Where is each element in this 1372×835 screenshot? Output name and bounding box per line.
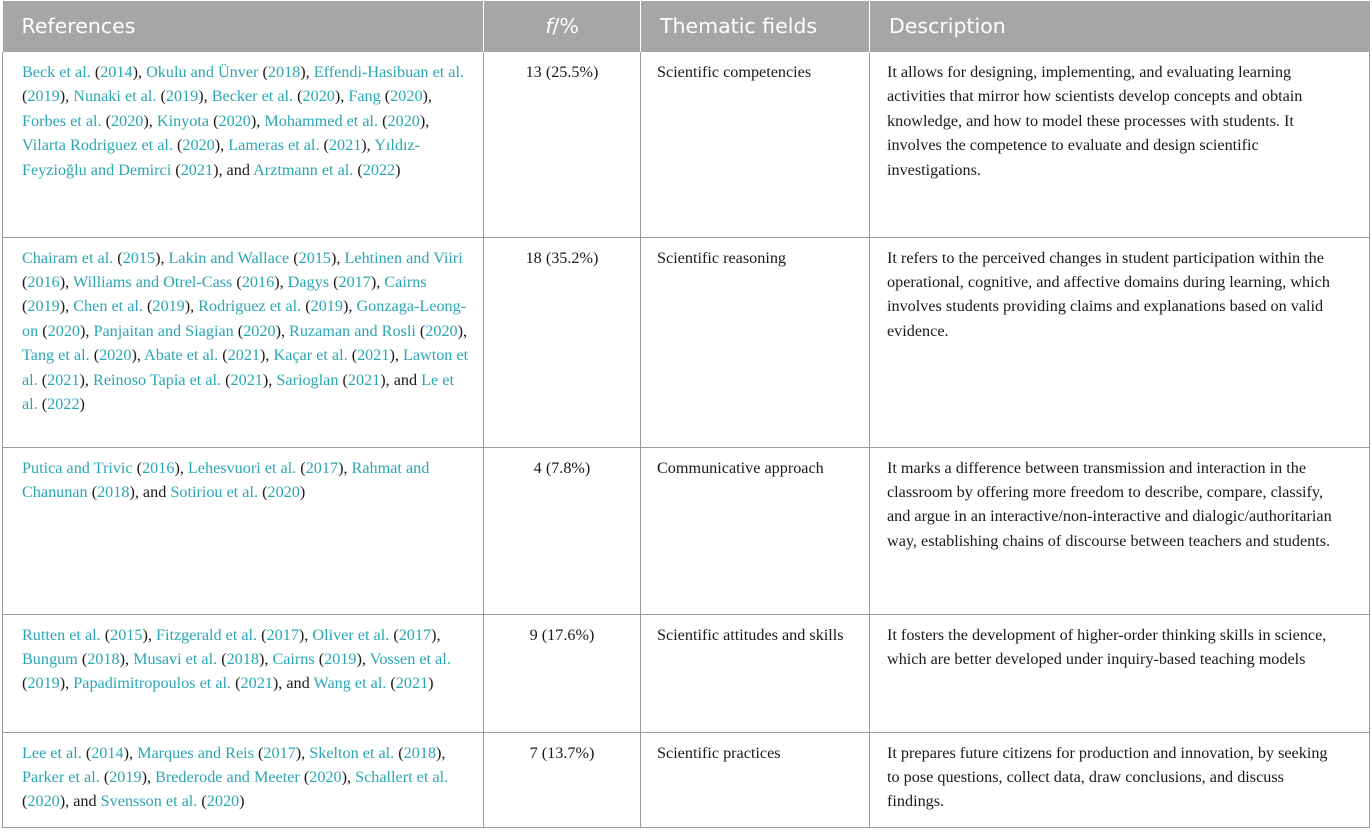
citation-link[interactable]: Oliver et al. bbox=[312, 625, 390, 644]
citation-separator: ), bbox=[123, 743, 138, 762]
thematic-field-cell: Scientific competencies bbox=[641, 52, 870, 237]
citation-separator: ), bbox=[331, 248, 345, 267]
header-thematic-fields: Thematic fields bbox=[641, 1, 870, 52]
citation-year-link[interactable]: 2019 bbox=[27, 87, 60, 106]
citation-separator: ( bbox=[171, 160, 181, 179]
references-cell bbox=[3, 614, 484, 732]
header-description: Description bbox=[870, 1, 1370, 52]
citation-separator: ( bbox=[87, 482, 98, 501]
citation-separator: ( bbox=[209, 111, 219, 130]
citation-year-link[interactable]: 2020 bbox=[387, 111, 420, 130]
citation-separator: ( bbox=[319, 136, 329, 155]
citation-separator: ), and bbox=[272, 674, 314, 693]
citation-separator: ( bbox=[289, 248, 299, 267]
citation-link[interactable]: Parker et al. bbox=[22, 767, 100, 786]
citation-link[interactable]: Ruzaman and Rosli bbox=[289, 321, 416, 340]
header-references: References bbox=[3, 1, 484, 52]
frequency-cell: 4 (7.8%) bbox=[484, 447, 641, 614]
citation-link[interactable]: Arztmann et al. bbox=[253, 160, 354, 179]
citation-year-link[interactable]: 2017 bbox=[338, 272, 371, 291]
citation-separator: ), bbox=[341, 767, 356, 786]
citation-separator: ( bbox=[258, 482, 268, 501]
citation-separator: ), bbox=[274, 272, 288, 291]
citation-link[interactable]: Becker et al. bbox=[211, 87, 294, 106]
citation-year-link[interactable]: 2019 bbox=[310, 297, 343, 316]
table-row bbox=[3, 614, 1370, 732]
citation-separator: ), bbox=[338, 458, 352, 477]
table-row bbox=[3, 732, 1370, 827]
citation-year-link[interactable]: 2021 bbox=[230, 370, 263, 389]
citation-separator: ( bbox=[314, 649, 325, 668]
citation-link[interactable]: Wang et al. bbox=[313, 674, 387, 693]
citation-separator: ( bbox=[394, 743, 404, 762]
citation-separator: ( bbox=[221, 370, 231, 389]
citation-link[interactable]: Effendi-Hasibuan et al. bbox=[313, 63, 465, 81]
citation-year-link[interactable]: 2019 bbox=[165, 87, 199, 106]
citation-link[interactable]: Skelton et al. bbox=[309, 743, 395, 762]
citation-link[interactable]: Lehesvuori et al. bbox=[187, 458, 297, 477]
citation-separator: ( bbox=[299, 767, 310, 786]
citation-separator: ( bbox=[353, 160, 363, 179]
citation-separator: ( bbox=[172, 136, 183, 155]
citation-year-link[interactable]: 2017 bbox=[263, 743, 296, 762]
description-cell: It fosters the development of higher-order thinking skills in science, which are better developed under inquiry-based teaching models bbox=[870, 614, 1370, 732]
citation-link[interactable]: Panjaitan and Siagian bbox=[93, 321, 234, 340]
frequency-cell: 13 (25.5%) bbox=[484, 52, 641, 237]
citation-link[interactable]: Putica and Trivic bbox=[22, 458, 133, 477]
citation-year-link[interactable]: 2015 bbox=[122, 248, 156, 267]
citation-year-link[interactable]: 2019 bbox=[27, 674, 60, 693]
citation-link[interactable]: Lee et al. bbox=[22, 743, 82, 762]
citation-link[interactable]: Nunaki et al. bbox=[73, 87, 157, 106]
citation-separator: ), bbox=[258, 649, 273, 668]
thematic-field-cell: Scientific reasoning bbox=[641, 237, 870, 447]
citation-year-link[interactable]: 2020 bbox=[47, 321, 80, 340]
citation-separator: ), bbox=[214, 136, 229, 155]
citation-separator: ( bbox=[415, 321, 426, 340]
citation-link[interactable]: Svensson et al. bbox=[100, 792, 198, 811]
citation-link[interactable]: Vilarta Rodriguez et al. bbox=[22, 136, 173, 155]
citation-link[interactable]: Kaçar et al. bbox=[273, 346, 348, 365]
citation-link[interactable]: Marques and Reis bbox=[137, 743, 254, 762]
frequency-cell: 7 (13.7%) bbox=[484, 732, 641, 827]
citation-link[interactable]: Cairns bbox=[384, 272, 427, 291]
citation-year-link[interactable]: 2018 bbox=[97, 482, 130, 501]
citation-link[interactable]: Lehtinen and Viiri bbox=[344, 248, 463, 267]
citation-separator: ( bbox=[100, 625, 111, 644]
citation-separator: ), bbox=[80, 321, 94, 340]
citation-link[interactable]: Cairns bbox=[272, 649, 315, 668]
citation-link[interactable]: Musavi et al. bbox=[133, 649, 218, 668]
citation-link[interactable]: Le et al. bbox=[22, 370, 454, 413]
citation-separator: ( bbox=[132, 458, 143, 477]
citation-link[interactable]: Reinoso Tapia et al. bbox=[93, 370, 222, 389]
citation-separator: ( bbox=[156, 87, 166, 106]
citation-link[interactable]: Gonzaga-Leong-on bbox=[22, 297, 467, 340]
citation-separator: ), bbox=[431, 625, 441, 644]
citation-separator: ( bbox=[217, 649, 227, 668]
table-body bbox=[3, 52, 1370, 827]
citation-year-link[interactable]: 2020 bbox=[390, 87, 423, 106]
citation-year-link[interactable]: 2021 bbox=[347, 370, 381, 389]
citation-separator: ), bbox=[334, 87, 349, 106]
description-cell: It refers to the perceived changes in student participation within the operational, cognitive, and affective domains during learning, which involves students providing claims and explanations based on valid evidence. bbox=[870, 237, 1370, 447]
citation-year-link[interactable]: 2018 bbox=[87, 649, 120, 668]
citation-separator: ( bbox=[22, 792, 28, 811]
citation-separator: ), bbox=[155, 248, 169, 267]
citation-link[interactable]: Fitzgerald et al. bbox=[155, 625, 258, 644]
citation-year-link[interactable]: 2014 bbox=[91, 743, 124, 762]
citation-separator: ), bbox=[389, 346, 403, 365]
citation-link[interactable]: Bungum bbox=[22, 649, 78, 668]
citation-year-link[interactable]: 2016 bbox=[241, 272, 275, 291]
citation-separator: ( bbox=[232, 272, 242, 291]
citation-separator: ( bbox=[233, 321, 244, 340]
citation-link[interactable]: Vossen et al. bbox=[369, 649, 451, 668]
frequency-cell: 18 (35.2%) bbox=[484, 237, 641, 447]
citation-separator: ), bbox=[132, 63, 147, 81]
citation-separator: ), bbox=[174, 458, 188, 477]
citation-separator: ( bbox=[22, 272, 28, 291]
citation-year-link[interactable]: 2021 bbox=[328, 136, 362, 155]
citation-separator: ), bbox=[457, 321, 468, 340]
citation-separator: ( bbox=[253, 743, 264, 762]
citation-separator: ) bbox=[239, 792, 245, 811]
citation-separator: ( bbox=[81, 743, 92, 762]
citation-year-link[interactable]: 2020 bbox=[267, 482, 300, 501]
citation-year-link[interactable]: 2019 bbox=[152, 297, 185, 316]
citation-year-link[interactable]: 2020 bbox=[302, 87, 335, 106]
citation-year-link[interactable]: 2015 bbox=[110, 625, 143, 644]
citation-separator: ( bbox=[329, 272, 339, 291]
citation-separator: ( bbox=[301, 297, 311, 316]
citation-separator: ), and bbox=[59, 792, 101, 811]
citation-link[interactable]: Dagys bbox=[287, 272, 330, 291]
citation-year-link[interactable]: 2021 bbox=[395, 674, 429, 693]
citation-year-link[interactable]: 2017 bbox=[398, 625, 432, 644]
citation-year-link[interactable]: 2020 bbox=[182, 136, 215, 155]
citation-year-link[interactable]: 2014 bbox=[100, 63, 133, 81]
citation-link[interactable]: Chairam et al. bbox=[22, 248, 114, 267]
citation-separator: ( bbox=[257, 625, 267, 644]
citation-year-link[interactable]: 2017 bbox=[266, 625, 299, 644]
header-frequency-percent: /% bbox=[552, 14, 579, 39]
citation-separator: ), bbox=[119, 649, 134, 668]
table-header bbox=[3, 1, 1370, 52]
citation-separator: ), bbox=[295, 743, 310, 762]
citation-separator: ( bbox=[22, 87, 28, 106]
citation-separator: ( bbox=[347, 346, 358, 365]
citation-year-link[interactable]: 2020 bbox=[27, 792, 60, 811]
citation-year-link[interactable]: 2020 bbox=[111, 111, 144, 130]
citation-link[interactable]: Mohammed et al. bbox=[264, 111, 379, 130]
citation-separator: ), bbox=[79, 370, 94, 389]
citation-link[interactable]: Chen et al. bbox=[73, 297, 143, 316]
citation-year-link[interactable]: 2021 bbox=[357, 346, 390, 365]
citation-year-link[interactable]: 2019 bbox=[324, 649, 357, 668]
citation-separator: ) bbox=[299, 482, 306, 501]
citation-link[interactable]: Rodriguez et al. bbox=[198, 297, 302, 316]
citation-separator: ( bbox=[218, 346, 228, 365]
citation-separator: ), bbox=[131, 346, 145, 365]
citation-year-link[interactable]: 2018 bbox=[267, 63, 301, 81]
citation-link[interactable]: Williams and Otrel-Cass bbox=[72, 272, 233, 291]
citation-separator: ), bbox=[141, 767, 156, 786]
citation-year-link[interactable]: 2020 bbox=[206, 792, 240, 811]
citation-year-link[interactable]: 2019 bbox=[109, 767, 142, 786]
citation-separator: ), bbox=[356, 649, 370, 668]
citation-year-link[interactable]: 2018 bbox=[403, 743, 437, 762]
citation-separator: ), bbox=[436, 743, 446, 762]
citation-year-link[interactable]: 2020 bbox=[218, 111, 251, 130]
citation-separator: ), bbox=[342, 297, 357, 316]
citation-link[interactable]: Brederode and Meeter bbox=[155, 767, 300, 786]
citation-separator: ), bbox=[370, 272, 385, 291]
citation-separator: ), bbox=[422, 87, 432, 106]
citation-separator: ), bbox=[184, 297, 199, 316]
citation-separator: ), bbox=[59, 297, 74, 316]
citation-separator: ), bbox=[59, 87, 74, 106]
citation-separator: ( bbox=[197, 792, 207, 811]
citation-link[interactable]: Lakin and Wallace bbox=[168, 248, 290, 267]
thematic-field-cell: Scientific practices bbox=[641, 732, 870, 827]
citation-year-link[interactable]: 2019 bbox=[27, 297, 60, 316]
citation-year-link[interactable]: 2021 bbox=[47, 370, 80, 389]
citation-link[interactable]: Forbes et al. bbox=[22, 111, 102, 130]
citation-link[interactable]: Okulu and Ünver bbox=[146, 63, 259, 81]
citation-separator: ), bbox=[300, 63, 314, 81]
citation-separator: ) bbox=[428, 674, 434, 693]
citation-link[interactable]: Rahmat and Chanunan bbox=[22, 458, 430, 501]
citation-separator: ( bbox=[389, 625, 399, 644]
citation-separator: ( bbox=[258, 63, 268, 81]
citation-separator: ( bbox=[378, 111, 388, 130]
citation-separator: ( bbox=[77, 649, 88, 668]
citation-year-link[interactable]: 2022 bbox=[47, 394, 80, 413]
citation-separator: ), bbox=[198, 87, 212, 106]
thematic-field-cell: Scientific attitudes and skills bbox=[641, 614, 870, 732]
citation-year-link[interactable]: 2020 bbox=[243, 321, 276, 340]
citation-year-link[interactable]: 2015 bbox=[298, 248, 332, 267]
citation-year-link[interactable]: 2020 bbox=[309, 767, 342, 786]
citation-link[interactable]: Tang et al. bbox=[22, 346, 90, 365]
citation-link[interactable]: Abate et al. bbox=[144, 346, 219, 365]
citation-link[interactable]: Schallert et al. bbox=[355, 767, 449, 786]
citation-year-link[interactable]: 2016 bbox=[142, 458, 175, 477]
references-cell bbox=[3, 52, 484, 237]
references-cell bbox=[3, 732, 484, 827]
citation-separator: ), bbox=[59, 674, 74, 693]
citation-link[interactable]: Yıldız-Feyzioğlu and Demirci bbox=[22, 136, 421, 179]
citation-separator: ), bbox=[260, 346, 274, 365]
citation-separator: ), bbox=[262, 370, 277, 389]
citation-separator: ( bbox=[37, 370, 48, 389]
citation-separator: ), bbox=[419, 111, 430, 130]
citation-year-link[interactable]: 2021 bbox=[227, 346, 261, 365]
citation-year-link[interactable]: 2021 bbox=[180, 160, 214, 179]
citation-separator: ) bbox=[395, 160, 401, 179]
references-cell bbox=[3, 237, 484, 447]
description-cell: It allows for designing, implementing, and evaluating learning activities that mirror how scientists develop concepts and obtain knowledge, and how to model these processes with students. It involves the competence to evaluate and design scientific investigations. bbox=[870, 52, 1370, 237]
citation-separator: ( bbox=[38, 321, 48, 340]
references-cell bbox=[3, 447, 484, 614]
citation-separator: ), and bbox=[129, 482, 171, 501]
citation-separator: ( bbox=[338, 370, 348, 389]
citation-link[interactable]: Lawton et al. bbox=[22, 346, 469, 389]
citation-separator: ), bbox=[59, 272, 73, 291]
citation-year-link[interactable]: 2016 bbox=[27, 272, 60, 291]
citation-separator: ( bbox=[37, 394, 48, 413]
citation-year-link[interactable]: 2017 bbox=[305, 458, 339, 477]
table-row bbox=[3, 237, 1370, 447]
citation-separator: ), bbox=[250, 111, 265, 130]
citation-year-link[interactable]: 2020 bbox=[99, 346, 132, 365]
citation-separator: ), bbox=[275, 321, 290, 340]
citation-link[interactable]: Fang bbox=[348, 87, 381, 106]
citation-separator: ( bbox=[101, 111, 112, 130]
citation-year-link[interactable]: 2020 bbox=[425, 321, 458, 340]
citation-separator: ), bbox=[361, 136, 375, 155]
citation-link[interactable]: Kinyota bbox=[156, 111, 210, 130]
citation-separator: ( bbox=[380, 87, 391, 106]
frequency-cell: 9 (17.6%) bbox=[484, 614, 641, 732]
citation-year-link[interactable]: 2021 bbox=[240, 674, 273, 693]
citation-link[interactable]: Beck et al. bbox=[22, 63, 91, 81]
table-row bbox=[3, 447, 1370, 614]
citation-separator: ) bbox=[79, 394, 85, 413]
citation-year-link[interactable]: 2022 bbox=[362, 160, 396, 179]
citation-separator: ( bbox=[142, 297, 153, 316]
citation-link[interactable]: Sarioglan bbox=[276, 370, 339, 389]
citation-separator: ( bbox=[22, 297, 28, 316]
citation-link[interactable]: Sotiriou et al. bbox=[170, 482, 259, 501]
citation-separator: ( bbox=[231, 674, 241, 693]
citation-year-link[interactable]: 2018 bbox=[226, 649, 259, 668]
citation-link[interactable]: Lameras et al. bbox=[228, 136, 320, 155]
thematic-field-cell: Communicative approach bbox=[641, 447, 870, 614]
citation-separator: ( bbox=[386, 674, 396, 693]
citation-separator: ( bbox=[99, 767, 110, 786]
citation-separator: ), and bbox=[380, 370, 422, 389]
description-cell: It marks a difference between transmission and interaction in the classroom by offering more freedom to describe, compare, classify, and argue in an interactive/non-interactive and dialogic/authoritarian way, establishing chains of discourse between teachers and students. bbox=[870, 447, 1370, 614]
citation-separator: ( bbox=[113, 248, 123, 267]
description-cell: It prepares future citizens for production and innovation, by seeking to pose questions, collect data, draw conclusions, and discuss findings. bbox=[870, 732, 1370, 827]
header-frequency-f: f bbox=[545, 14, 553, 39]
citation-link[interactable]: Rutten et al. bbox=[22, 625, 101, 644]
citation-separator: ( bbox=[89, 346, 100, 365]
citation-separator: ), bbox=[142, 625, 156, 644]
citation-link[interactable]: Papadimitropoulos et al. bbox=[73, 674, 232, 693]
citation-separator: ( bbox=[296, 458, 306, 477]
citation-separator: ), and bbox=[213, 160, 254, 179]
citation-separator: ), bbox=[298, 625, 313, 644]
citation-separator: ( bbox=[90, 63, 101, 81]
references-table bbox=[2, 1, 1370, 828]
table-row bbox=[3, 52, 1370, 237]
header-frequency bbox=[484, 1, 641, 52]
citation-separator: ), bbox=[143, 111, 157, 130]
citation-separator: ( bbox=[293, 87, 303, 106]
citation-separator: ( bbox=[22, 674, 28, 693]
